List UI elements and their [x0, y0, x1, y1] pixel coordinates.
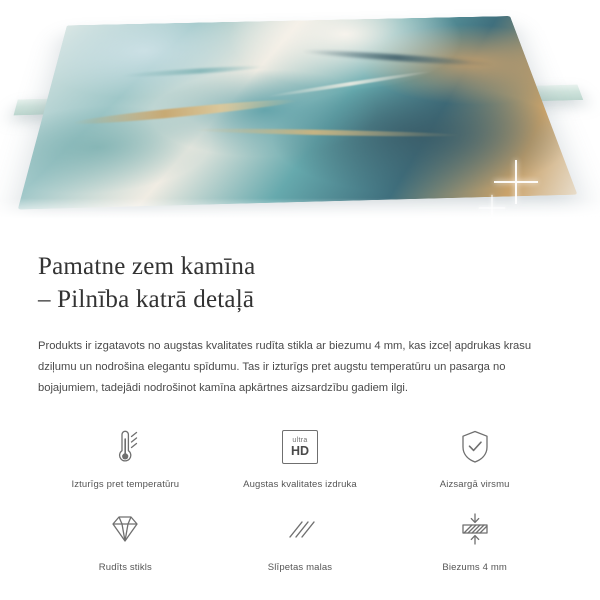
hero-top-fade: [0, 0, 600, 12]
marble-streak: [72, 96, 298, 127]
feature-label: Izturīgs pret temperatūru: [71, 479, 180, 490]
shield-check-icon: [455, 425, 495, 469]
feature-label: Slīpetas malas: [267, 562, 333, 573]
thermometer-icon: [105, 425, 145, 469]
content-area: [0, 228, 600, 573]
feature-label: Aizsargā virsmu: [439, 479, 510, 490]
feature-label: Augstas kvalitates izdruka: [243, 479, 357, 490]
marble-streak: [301, 48, 494, 67]
ultra-hd-badge-icon: [282, 425, 318, 469]
feature-grid: [38, 425, 562, 573]
marble-streak: [121, 64, 266, 78]
page-title-line-2: – Pilnība katrā detaļā: [38, 286, 255, 313]
feature-label: Rudīts stikls: [98, 562, 152, 573]
diamond-icon: [103, 508, 147, 552]
badge-top-label: ultra: [292, 436, 308, 444]
polished-edges-icon: [278, 508, 322, 552]
page-title: [38, 250, 562, 316]
feature-item-surface-protection: [387, 425, 562, 490]
description-paragraph: Produkts ir izgatavots no augstas kvalitates rudīta stikla ar biezumu 4 mm, kas izceļ apdrukas krasu dziļumu un nodrošina elegantu spīdumu. Tas ir izturīgs pret augstu temperatūru un pasarga no bojajumiem, tadejādi nodrošinot kamīna apkārtnes aizsardzību gadiem ilgi.: [38, 340, 532, 394]
badge-bottom-label: HD: [290, 443, 310, 458]
feature-item-polished-edges: [213, 508, 388, 573]
marble-streak: [266, 70, 434, 99]
hero-image: [0, 0, 600, 228]
feature-item-thickness: [387, 508, 562, 573]
marble-streak: [193, 127, 461, 138]
marble-glass-panel-surface: [18, 16, 578, 209]
feature-item-temperature: [38, 425, 213, 490]
sparkle-icon: [479, 195, 505, 221]
feature-label: Biezums 4 mm: [442, 562, 507, 573]
thickness-arrows-icon: [453, 508, 497, 552]
feature-item-print-quality: [213, 425, 388, 490]
feature-item-tempered-glass: [38, 508, 213, 573]
page-title-line-1: Pamatne zem kamīna: [38, 253, 256, 280]
